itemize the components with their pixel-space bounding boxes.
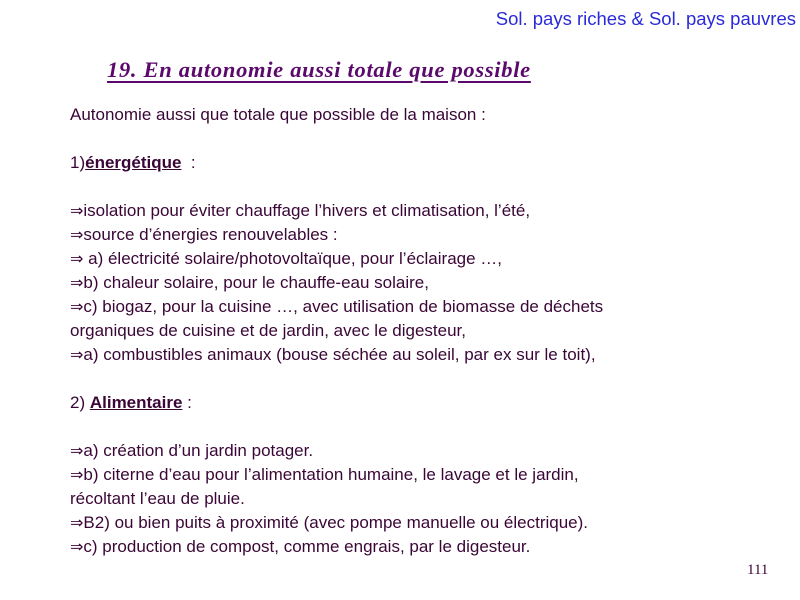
implies-arrow-icon: ⇒ — [70, 345, 84, 364]
spacer — [70, 415, 790, 439]
list-item-text: a) création d’un jardin potager. — [83, 441, 314, 460]
list-item — [70, 295, 790, 319]
list-item — [70, 463, 790, 487]
spacer — [70, 175, 790, 199]
list-item-continuation: récoltant l’eau de pluie. — [70, 489, 245, 508]
section1-heading — [70, 151, 790, 175]
list-item — [70, 247, 790, 271]
list-item-text: c) production de compost, comme engrais, par le digesteur. — [83, 537, 531, 556]
list-item-text: isolation pour éviter chauffage l’hivers et climatisation, l’été, — [83, 201, 531, 220]
intro-line: Autonomie aussi que totale que possible de la maison : — [70, 105, 486, 124]
list-item-text: a) combustibles animaux (bouse séchée au soleil, par ex sur le toit), — [83, 345, 596, 364]
implies-arrow-icon: ⇒ — [70, 513, 84, 532]
list-item — [70, 535, 790, 559]
section1-suffix: : — [181, 153, 196, 172]
slide-header: Sol. pays riches & Sol. pays pauvres — [495, 8, 796, 29]
section2-suffix: : — [182, 393, 192, 412]
list-item-continuation: organiques de cuisine et de jardin, avec le digesteur, — [70, 321, 466, 340]
implies-arrow-icon: ⇒ — [70, 225, 84, 244]
list-item-text: b) citerne d’eau pour l’alimentation humaine, le lavage et le jardin, — [83, 465, 579, 484]
section2-heading-word: Alimentaire — [89, 393, 183, 412]
list-item-text: c) biogaz, pour la cuisine …, avec utilisation de biomasse de déchets — [83, 297, 604, 316]
spacer — [70, 127, 790, 151]
list-item — [70, 511, 790, 535]
implies-arrow-icon: ⇒ — [70, 441, 84, 460]
list-item — [70, 271, 790, 295]
implies-arrow-icon: ⇒ — [70, 273, 84, 292]
section2-heading — [70, 391, 790, 415]
page-number: 111 — [747, 562, 769, 578]
list-item-text: b) chaleur solaire, pour le chauffe-eau solaire, — [83, 273, 429, 292]
list-item-text: source d’énergies renouvelables : — [83, 225, 338, 244]
list-item-text: a) électricité solaire/photovoltaïque, pour l’éclairage …, — [83, 249, 503, 268]
section1-number: 1) — [70, 153, 86, 172]
list-item — [70, 343, 790, 367]
slide-body — [70, 103, 790, 559]
implies-arrow-icon: ⇒ — [70, 465, 84, 484]
list-item-text: B2) ou bien puits à proximité (avec pompe manuelle ou électrique). — [83, 513, 589, 532]
spacer — [70, 367, 790, 391]
slide-title: 19. En autonomie aussi totale que possible — [107, 57, 531, 82]
list-item — [70, 199, 790, 223]
implies-arrow-icon: ⇒ — [70, 201, 84, 220]
implies-arrow-icon: ⇒ — [70, 249, 84, 268]
list-item — [70, 223, 790, 247]
list-item — [70, 439, 790, 463]
section1-heading-word: énergétique — [85, 153, 182, 172]
implies-arrow-icon: ⇒ — [70, 537, 84, 556]
section2-number: 2) — [70, 393, 90, 412]
implies-arrow-icon: ⇒ — [70, 297, 84, 316]
